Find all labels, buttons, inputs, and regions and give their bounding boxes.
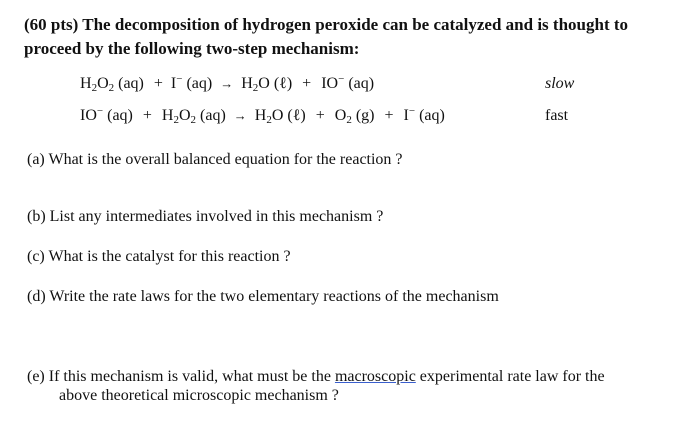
product-hypoiodite: IO− (aq) [321, 73, 375, 92]
question-c: (c) What is the catalyst for this reaction ? [27, 248, 291, 265]
step-2-rate-label: fast [545, 107, 569, 124]
mechanism-step-2 [80, 106, 445, 126]
question-e-line-2: above theoretical microscopic mechanism ? [59, 387, 339, 404]
product-water: $H_2O$ (ℓ) [254, 107, 306, 126]
product-water: $H_2O$ (ℓ) [241, 75, 293, 94]
plus-sign: + [384, 107, 394, 124]
product-oxygen: $O_2$ (g) [334, 107, 375, 126]
reactant-h2o2: $H_2O_2$ (aq) [80, 75, 144, 94]
plus-sign: + [302, 75, 312, 92]
reaction-arrow: → [220, 76, 234, 91]
macroscopic-underlined: macroscopic [334, 368, 416, 385]
problem-header-line-1: (60 pts) The decomposition of hydrogen peroxide can be catalyzed and is thought to [24, 15, 629, 34]
plus-sign: + [153, 75, 163, 92]
reactant-hypoiodite: IO− (aq) [80, 105, 133, 124]
reactant-h2o2: $H_2O_2$ (aq) [161, 107, 226, 126]
problem-header-line-2: proceed by the following two-step mechanism: [24, 39, 360, 58]
question-d: (d) Write the rate laws for the two elementary reactions of the mechanism [27, 288, 499, 305]
question-e-line-1: (e) If this mechanism is valid, what must be the macroscopic experimental rate law for the [27, 368, 605, 385]
question-a: (a) What is the overall balanced equation for the reaction ? [27, 151, 403, 168]
step-1-rate-label: slow [545, 75, 575, 92]
plus-sign: + [142, 107, 152, 124]
mechanism-step-1 [80, 74, 374, 94]
reactant-iodide: I− (aq) [170, 73, 213, 92]
plus-sign: + [315, 107, 325, 124]
reaction-arrow: → [233, 108, 247, 123]
product-iodide: I− (aq) [403, 105, 445, 124]
question-b: (b) List any intermediates involved in this mechanism ? [27, 208, 384, 225]
